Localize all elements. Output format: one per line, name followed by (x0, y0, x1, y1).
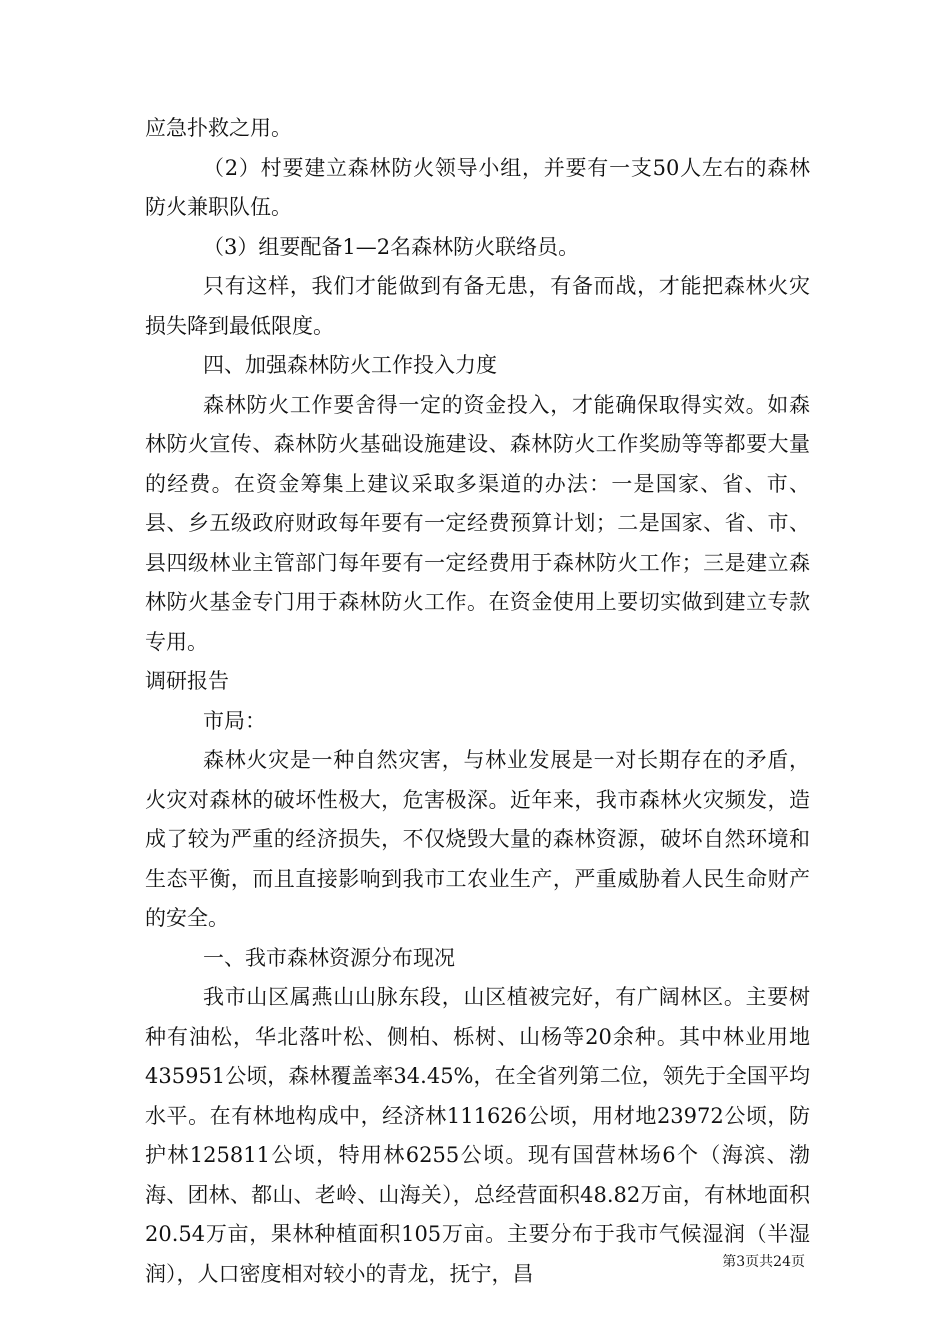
paragraph-intro: 森林火灾是一种自然灾害，与林业发展是一对长期存在的矛盾，火灾对森林的破坏性极大，危害极深。近年来，我市森林火灾频发，造成了较为严重的经济损失，不仅烧毁大量的森林资源，破坏自然环境和生态平衡，而且直接影响到我市工农业生产，严重威胁着人民生命财产的安全。 (145, 748, 810, 930)
document-body (145, 109, 810, 1294)
report-title: 调研报告 (145, 669, 229, 693)
page-number-footer: 第3页共24页 (722, 1254, 805, 1270)
paragraph-resources: 我市山区属燕山山脉东段，山区植被完好，有广阔林区。主要树种有油松，华北落叶松、侧柏、栎树、山杨等20余种。其中林业用地435951公顷，森林覆盖率34.45%，在全省列第二位，领先于全国平均水平。在有林地构成中，经济林111626公顷，用材地23972公顷，防护林125811公顷，特用林6255公顷。现有国营林场6个（海滨、渤海、团林、都山、老岭、山海关），总经营面积48.82万亩，有林地面积20.54万亩，果林种植面积105万亩。主要分布于我市气候湿润（半湿润），人口密度相对较小的青龙，抚宁，昌 (145, 985, 810, 1286)
paragraph-item-3: （3）组要配备1—2名森林防火联络员。 (203, 234, 580, 259)
paragraph-conclusion: 只有这样，我们才能做到有备无患，有备而战，才能把森林火灾损失降到最低限度。 (145, 274, 810, 338)
paragraph-funding: 森林防火工作要舍得一定的资金投入，才能确保取得实效。如森林防火宣传、森林防火基础设施建设、森林防火工作奖励等等都要大量的经费。在资金筹集上建议采取多渠道的办法：一是国家、省、市、县、乡五级政府财政每年要有一定经费预算计划；二是国家、省、市、县四级林业主管部门每年要有一定经费用于森林防火工作；三是建立森林防火基金专门用于森林防火工作。在资金使用上要切实做到建立专款专用。 (145, 392, 810, 654)
paragraph-item-2: （2）村要建立森林防火领导小组，并要有一支50人左右的森林防火兼职队伍。 (145, 155, 810, 219)
section-heading-4: 四、加强森林防火工作投入力度 (203, 353, 497, 377)
salutation: 市局： (203, 708, 266, 733)
paragraph-continuation: 应急扑救之用。 (145, 116, 292, 140)
section-heading-1: 一、我市森林资源分布现况 (203, 945, 455, 970)
